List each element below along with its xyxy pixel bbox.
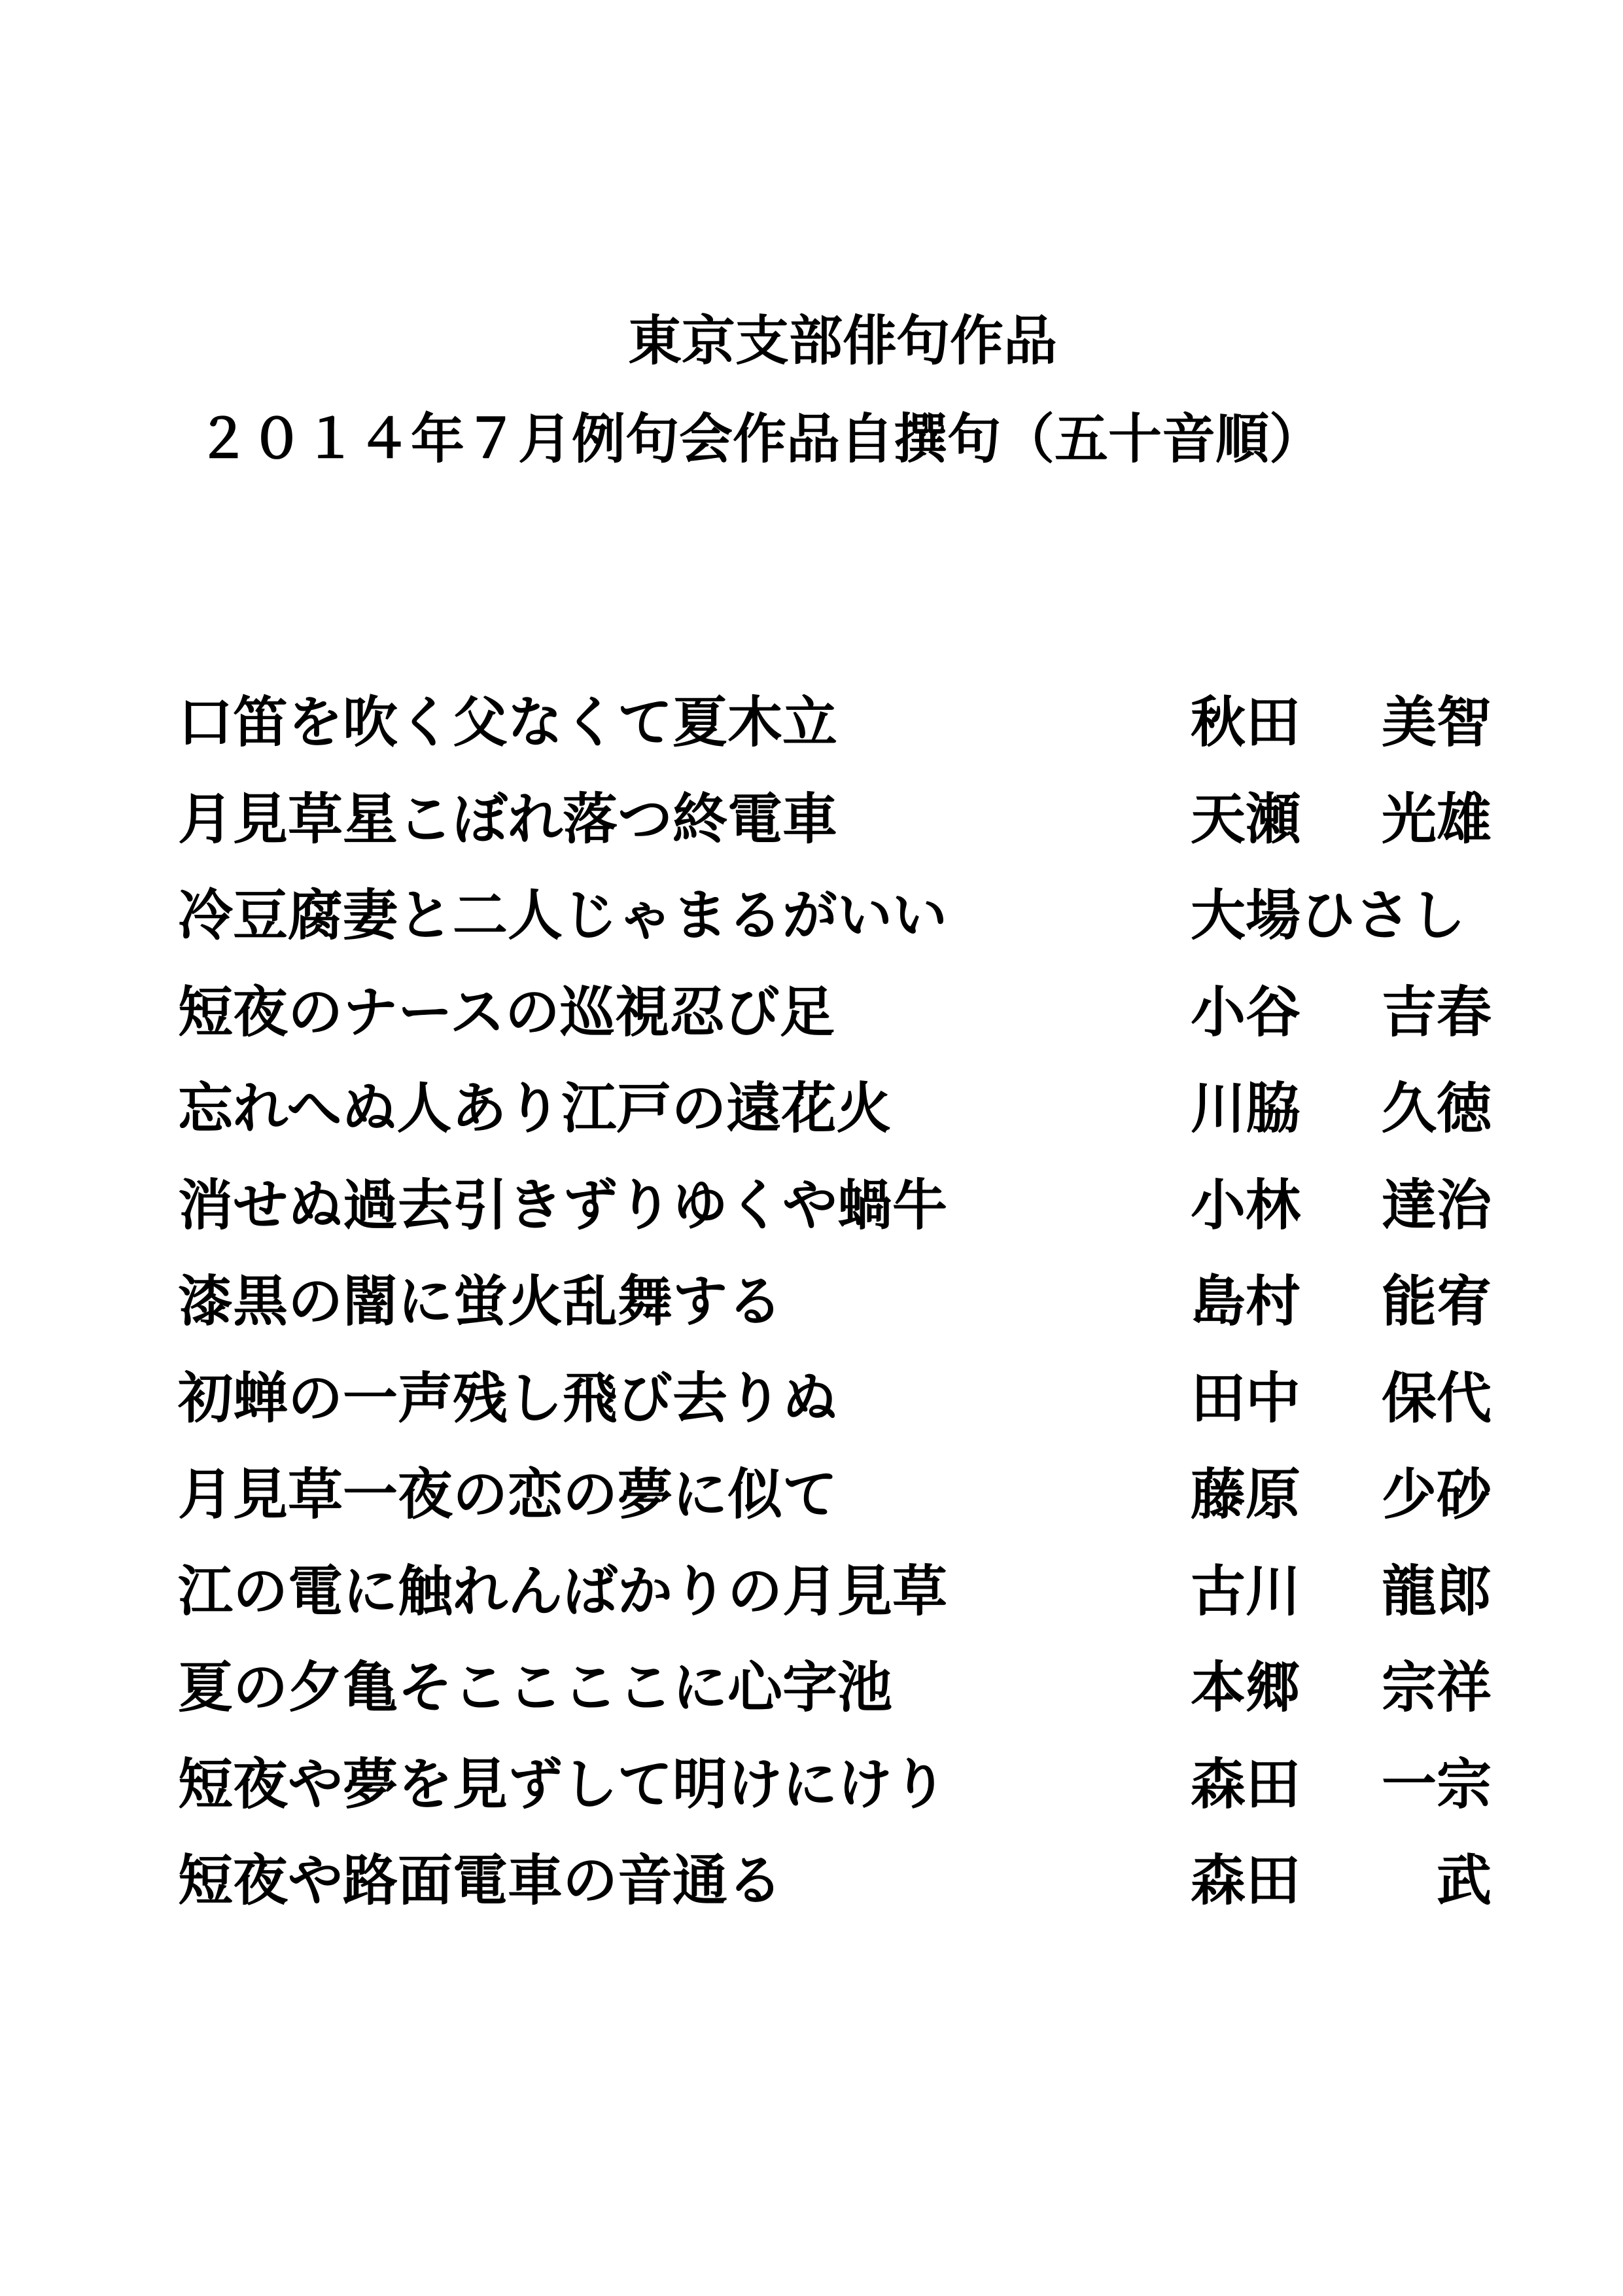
haiku-entry (178, 1172, 1493, 1275)
haiku-entry (178, 883, 1493, 985)
author-surname: 天瀬 (1191, 786, 1301, 851)
author-given-name: 一宗 (1381, 1751, 1492, 1816)
author-surname: 森田 (1191, 1848, 1301, 1913)
author-given-name: 吉春 (1381, 979, 1492, 1044)
haiku-text: 冷豆腐妻と二人じゃまるがいい (178, 883, 948, 947)
haiku-text: 忘れへぬ人あり江戸の遠花火 (178, 1076, 892, 1140)
haiku-entry (178, 1365, 1493, 1468)
author-given-name: 保代 (1381, 1365, 1492, 1430)
haiku-entry (178, 1655, 1493, 1757)
author-surname: 川脇 (1191, 1076, 1301, 1140)
author-surname: 田中 (1191, 1365, 1301, 1430)
haiku-entry (178, 979, 1493, 1082)
haiku-text: 漆黒の闇に蛍火乱舞する (178, 1269, 783, 1333)
author-surname: 小林 (1191, 1172, 1301, 1237)
haiku-text: 月見草一夜の恋の夢に似て (178, 1462, 838, 1527)
haiku-entry (178, 1751, 1493, 1854)
author-surname: 大場ひさし (1191, 883, 1466, 947)
author-given-name: 光雄 (1381, 786, 1492, 851)
author-given-name: 美智 (1381, 690, 1492, 754)
author-surname: 森田 (1191, 1751, 1301, 1816)
author-given-name: 龍郎 (1381, 1558, 1492, 1623)
haiku-text: 口笛を吹く父なくて夏木立 (178, 690, 838, 754)
author-surname: 島村 (1191, 1269, 1301, 1333)
haiku-text: 初蝉の一声残し飛び去りぬ (178, 1365, 838, 1430)
author-surname: 小谷 (1191, 979, 1301, 1044)
haiku-text: 月見草星こぼれ落つ終電車 (178, 786, 838, 851)
author-surname: 古川 (1191, 1558, 1301, 1623)
haiku-text: 短夜や夢を見ずして明けにけり (178, 1751, 948, 1816)
author-given-name: 久徳 (1381, 1076, 1492, 1140)
document-subtitle: ２０１４年７月例句会作品自撰句（五十音順） (196, 408, 1323, 470)
author-given-name: 武 (1436, 1848, 1492, 1913)
haiku-entry (178, 1269, 1493, 1371)
haiku-text: 短夜のナースの巡視忍び足 (178, 979, 835, 1044)
haiku-text: 江の電に触れんばかりの月見草 (178, 1558, 948, 1623)
author-given-name: 宗祥 (1381, 1655, 1492, 1720)
author-surname: 秋田 (1191, 690, 1301, 754)
haiku-entry (178, 1462, 1493, 1564)
author-given-name: 少砂 (1381, 1462, 1492, 1527)
haiku-entry (178, 1848, 1493, 1950)
author-given-name: 能宥 (1381, 1269, 1492, 1333)
haiku-text: 短夜や路面電車の音通る (178, 1848, 783, 1913)
author-given-name: 達治 (1381, 1172, 1492, 1237)
haiku-entry (178, 786, 1493, 889)
haiku-text: 消せぬ過去引きずりゆくや蝸牛 (178, 1172, 948, 1237)
haiku-list (178, 690, 1493, 1950)
haiku-entry (178, 1558, 1493, 1661)
haiku-entry (178, 1076, 1493, 1178)
author-surname: 藤原 (1191, 1462, 1301, 1527)
haiku-entry (178, 690, 1493, 792)
document-title: 東京支部俳句作品 (628, 309, 1058, 372)
haiku-text: 夏の夕亀そここここに心字池 (178, 1655, 893, 1720)
author-surname: 本郷 (1191, 1655, 1301, 1720)
